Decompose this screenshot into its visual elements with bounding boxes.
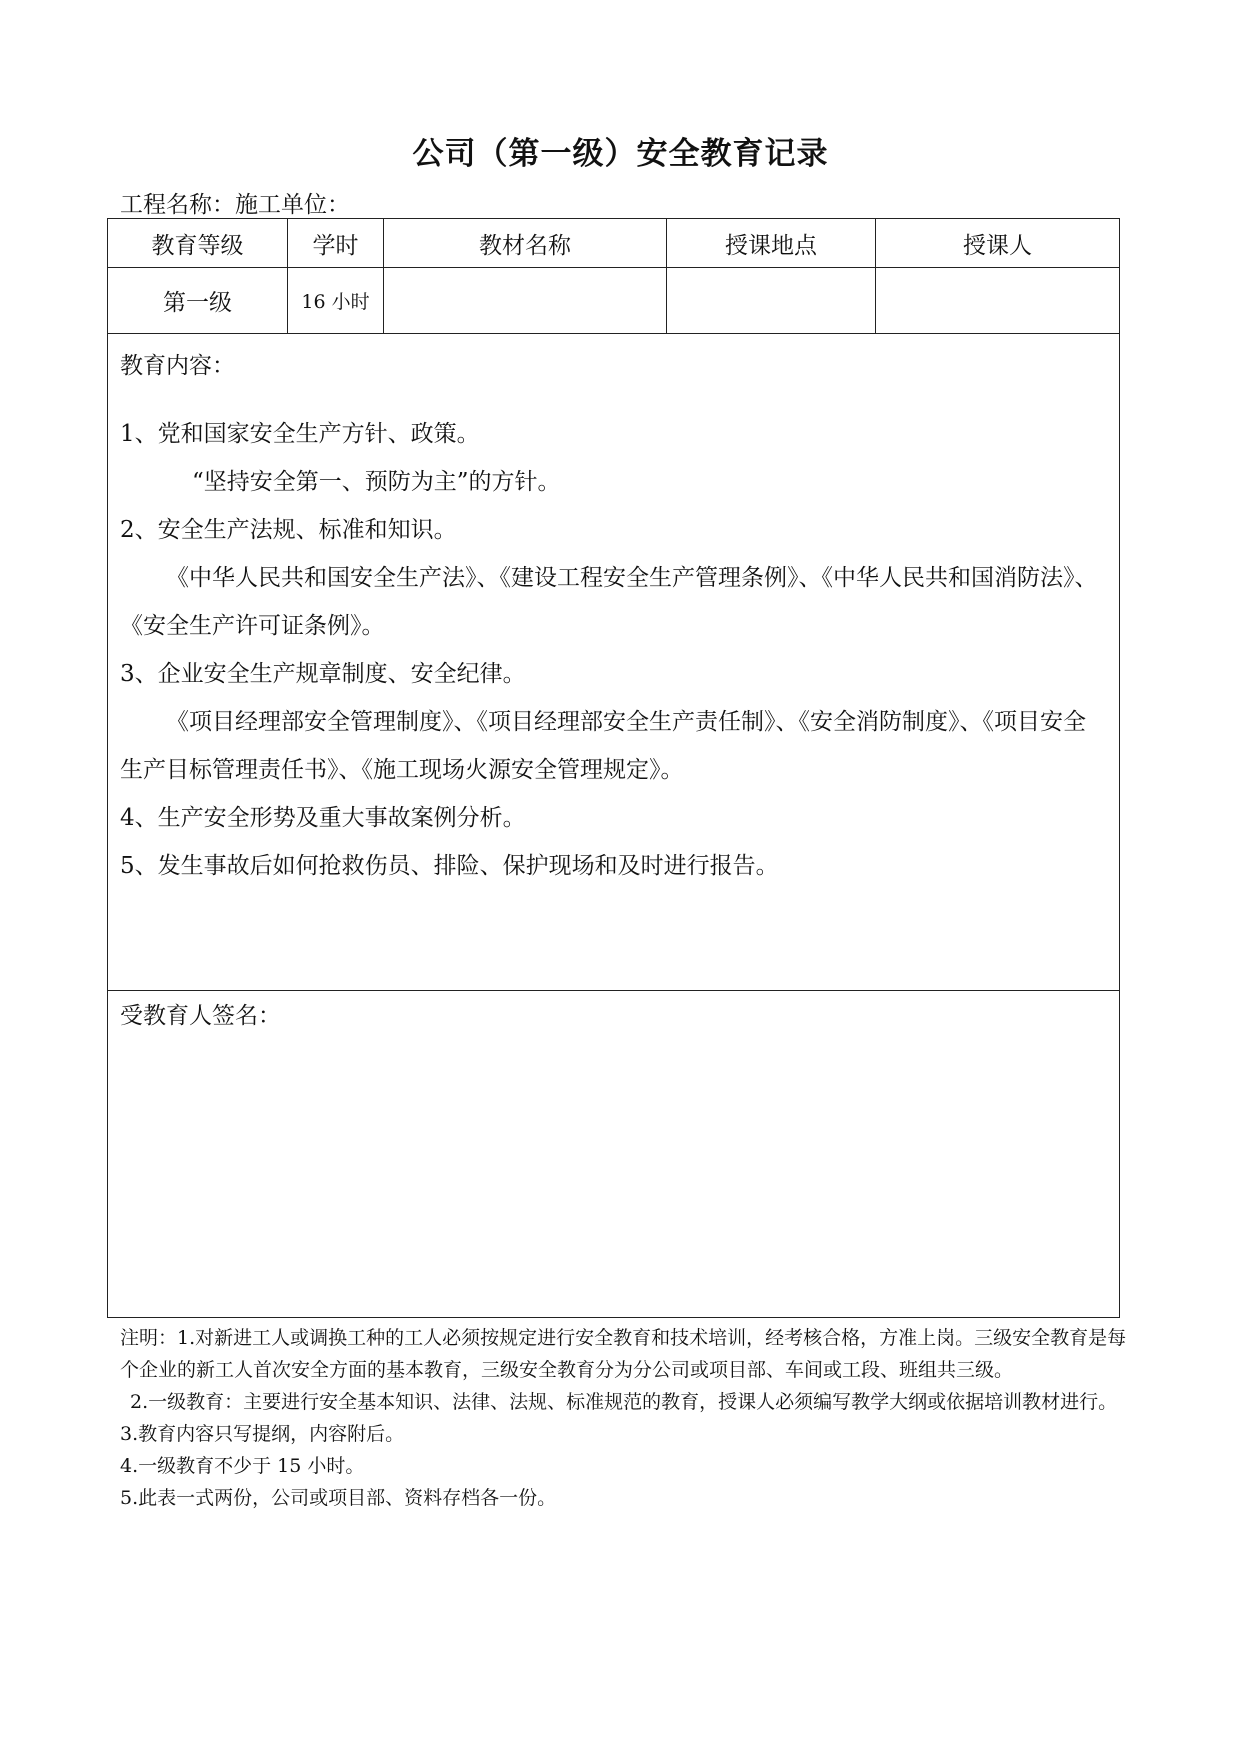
content-item: 3、企业安全生产规章制度、安全纪律。 — [120, 661, 526, 687]
content-item: 《项目经理部安全管理制度》、《项目经理部安全生产责任制》、《安全消防制度》、《项目安全生产目标管理责任书》、《施工现场火源安全管理规定》。 — [120, 709, 1086, 783]
note-item: 5.此表一式两份，公司或项目部、资料存档各一份。 — [120, 1487, 557, 1509]
header-education-level: 教育等级 — [108, 219, 288, 268]
signature-label: 受教育人签名： — [120, 1003, 281, 1029]
signature-cell[interactable] — [108, 991, 1120, 1318]
table-header-row — [108, 219, 1120, 268]
content-row — [108, 334, 1120, 991]
note-item: 2.一级教育：主要进行安全基本知识、法律、法规、标准规范的教育，授课人必须编写教学大纲或依据培训教材进行。 — [130, 1391, 1118, 1413]
cell-hours: 16 小时 — [288, 268, 384, 334]
cell-education-level: 第一级 — [108, 268, 288, 334]
header-instructor: 授课人 — [876, 219, 1120, 268]
note-item: 4.一级教育不少于 15 小时。 — [120, 1455, 365, 1477]
note-item: 3.教育内容只写提纲，内容附后。 — [120, 1423, 405, 1445]
content-item: 4、生产安全形势及重大事故案例分析。 — [120, 805, 526, 831]
project-info-line: 工程名称：施工单位： — [120, 192, 350, 218]
header-material-name: 教材名称 — [384, 219, 667, 268]
header-location: 授课地点 — [667, 219, 876, 268]
education-record-table — [107, 218, 1120, 1318]
signature-row — [108, 991, 1120, 1318]
note-item: 注明：1.对新进工人或调换工种的工人必须按规定进行安全教育和技术培训，经考核合格，方准上岗。三级安全教育是每个企业的新工人首次安全方面的基本教育，三级安全教育分为分公司或项目部、车间或工段、班组共三级。 — [120, 1327, 1127, 1381]
education-content-label: 教育内容： — [120, 353, 235, 379]
education-content-cell — [108, 334, 1120, 991]
content-item: 2、安全生产法规、标准和知识。 — [120, 517, 457, 543]
table-row — [108, 268, 1120, 334]
cell-location[interactable] — [667, 268, 876, 334]
notes-section — [120, 1322, 1130, 1514]
cell-material-name[interactable] — [384, 268, 667, 334]
content-item: “坚持安全第一、预防为主”的方针。 — [192, 469, 561, 495]
content-item: 1、党和国家安全生产方针、政策。 — [120, 421, 480, 447]
page-title: 公司（第一级）安全教育记录 — [412, 136, 829, 172]
header-hours: 学时 — [288, 219, 384, 268]
content-item: 5、发生事故后如何抢救伤员、排险、保护现场和及时进行报告。 — [120, 853, 779, 879]
content-item: 《中华人民共和国安全生产法》、《建设工程安全生产管理条例》、《中华人民共和国消防法》、《安全生产许可证条例》。 — [120, 565, 1098, 639]
cell-instructor[interactable] — [876, 268, 1120, 334]
